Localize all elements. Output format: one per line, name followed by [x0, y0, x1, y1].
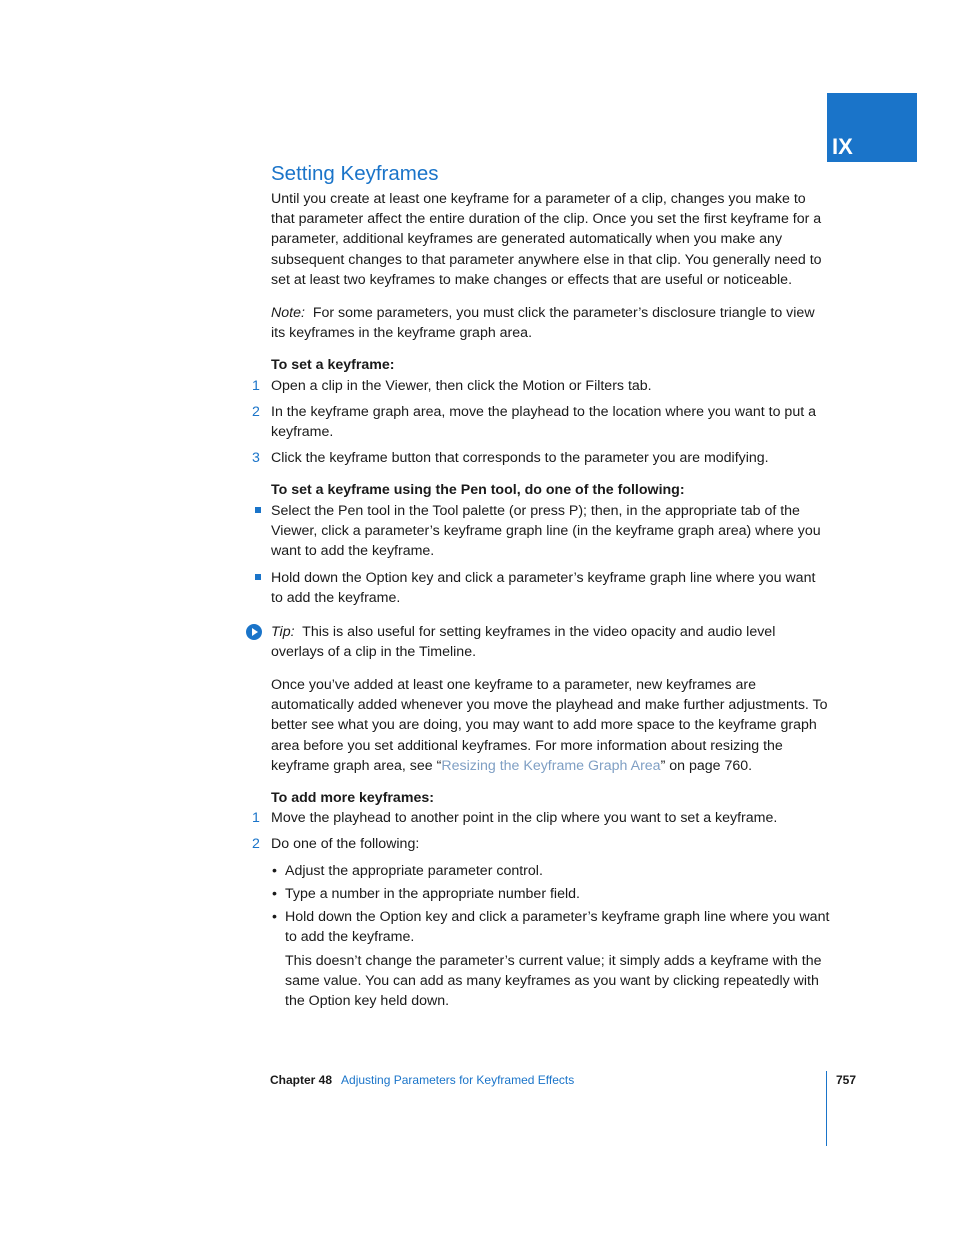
add-more-steps [252, 808, 831, 1011]
step-item [252, 808, 831, 828]
pen-tool-bullets [271, 501, 831, 609]
option-text: Type a number in the appropriate number field. [285, 885, 580, 902]
option-item [272, 884, 831, 904]
step-text: Do one of the following: [271, 836, 420, 853]
note-paragraph [271, 303, 831, 343]
step-number: 2 [252, 836, 260, 853]
bullet-text: Select the Pen tool in the Tool palette (or press P); then, in the appropriate tab of the Viewer, click a parameter’s keyframe graph line (in the keyframe graph area) where you want to add the keyframe. [271, 502, 821, 560]
add-more-heading: To add more keyframes: [271, 790, 434, 807]
resize-text-before: Once you’ve added at least one keyframe to a parameter, new keyframes are automatically added whenever you move the playhead and make further adjustments. To better see what you are doing, you may want to add more space to the keyframe graph area before you set additional keyframes. For more information about resizing the keyframe graph area, see “ [271, 677, 828, 774]
bullet-text: Hold down the Option key and click a parameter’s keyframe graph line where you want to add the keyframe. [271, 570, 816, 607]
dot-bullet-icon: • [272, 885, 277, 902]
footer-divider [826, 1071, 827, 1146]
note-text: For some parameters, you must click the parameter’s disclosure triangle to view its keyframes in the keyframe graph area. [271, 305, 815, 342]
step-number: 1 [252, 377, 260, 394]
step-item [252, 448, 831, 468]
option-item [272, 907, 831, 947]
step-item [252, 834, 831, 1011]
part-tab-label: IX [832, 134, 853, 159]
option-item [272, 861, 831, 881]
option-text: Hold down the Option key and click a parameter’s keyframe graph line where you want to add the keyframe. [285, 909, 830, 946]
pen-tool-heading: To set a keyframe using the Pen tool, do one of the following: [271, 482, 685, 499]
tip-label: Tip: [271, 623, 295, 640]
option-text: Adjust the appropriate parameter control. [285, 862, 543, 879]
tip-arrow-icon [246, 624, 262, 640]
chapter-title-link[interactable]: Adjusting Parameters for Keyframed Effects [341, 1073, 575, 1087]
part-tab [827, 93, 917, 162]
chapter-label: Chapter 48 [270, 1073, 333, 1087]
bullet-item [271, 501, 831, 562]
resize-keyframe-graph-link[interactable]: Resizing the Keyframe Graph Area [441, 757, 661, 774]
page-number: 757 [836, 1073, 857, 1087]
page-footer [270, 1073, 574, 1087]
resize-text-after: ” on page 760. [660, 757, 753, 774]
step-number: 2 [252, 403, 260, 420]
section-title: Setting Keyframes [271, 162, 439, 185]
step-text: In the keyframe graph area, move the playhead to the location where you want to put a keyframe. [271, 403, 816, 441]
square-bullet-icon [255, 507, 261, 513]
set-keyframe-steps [252, 376, 831, 469]
dot-bullet-icon: • [272, 909, 277, 926]
set-keyframe-heading: To set a keyframe: [271, 357, 395, 374]
resize-paragraph [271, 675, 831, 776]
main-content [252, 160, 831, 1011]
tip-paragraph [271, 622, 831, 662]
step-item [252, 376, 831, 396]
bullet-item [271, 568, 831, 608]
step-text: Move the playhead to another point in the clip where you want to set a keyframe. [271, 810, 778, 827]
step-item [252, 402, 831, 442]
option-list [271, 861, 831, 948]
square-bullet-icon [255, 574, 261, 580]
dot-bullet-icon: • [272, 862, 277, 879]
intro-paragraph: Until you create at least one keyframe for a parameter of a clip, changes you make to that parameter affect the entire duration of the clip. Once you set the first keyframe for a parameter, additional keyframes are generated automatically when you make any subsequent changes to that parameter anywhere else in that clip. You generally need to set at least two keyframes to make changes or effects that are useful or noticeable. [271, 191, 822, 288]
step-text: Open a clip in the Viewer, then click the Motion or Filters tab. [271, 377, 652, 394]
note-label: Note: [271, 305, 305, 322]
step-text: Click the keyframe button that corresponds to the parameter you are modifying. [271, 450, 769, 467]
followup-paragraph: This doesn’t change the parameter’s current value; it simply adds a keyframe with the same value. You can add as many keyframes as you want by clicking repeatedly with the Option key held down. [285, 952, 822, 1009]
tip-text: This is also useful for setting keyframes in the video opacity and audio level overlays of a clip in the Timeline. [271, 623, 776, 660]
step-number: 1 [252, 810, 260, 827]
step-number: 3 [252, 450, 260, 467]
